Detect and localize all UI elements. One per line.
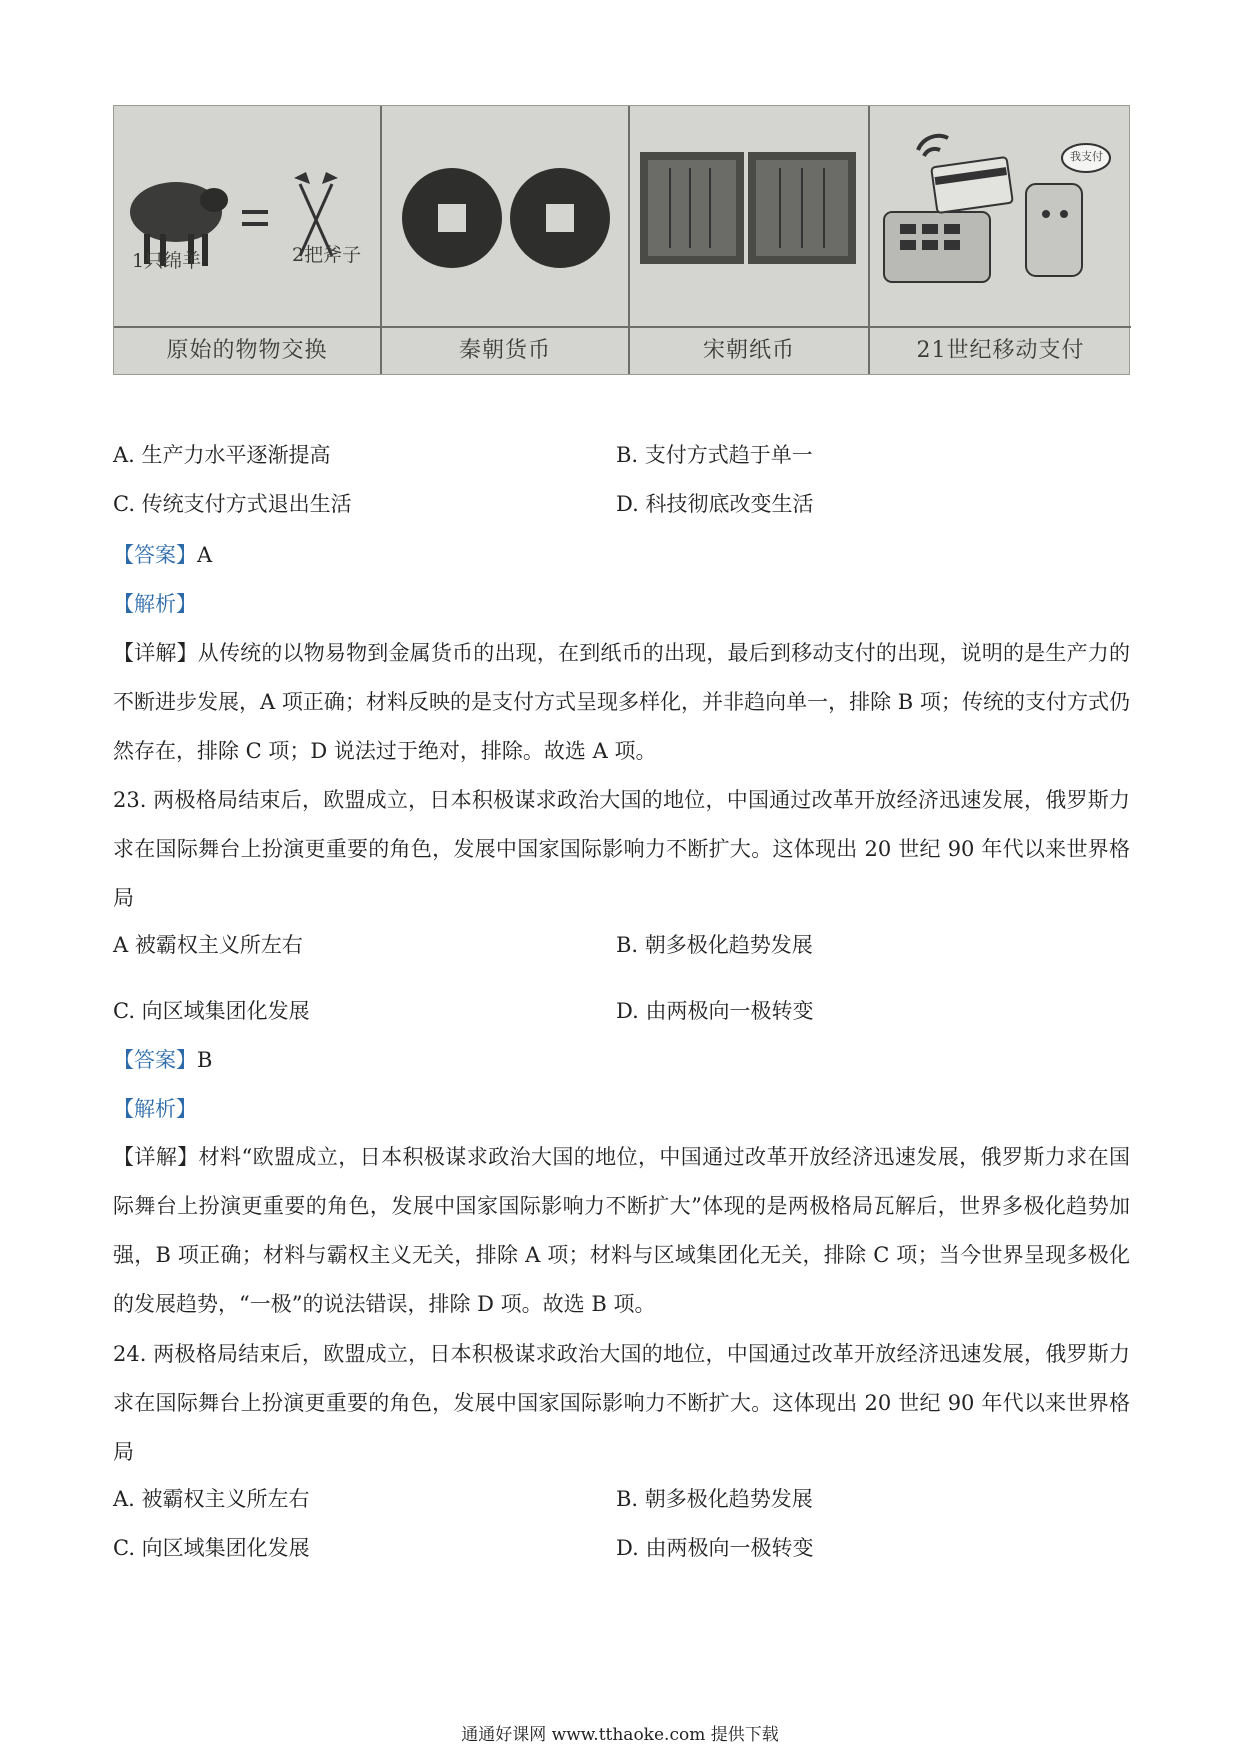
q22-option-b: B. 支付方式趋于单一 [616, 443, 813, 467]
q23-answer-value: B [197, 1048, 213, 1072]
paper-money-icon [630, 106, 870, 328]
mobile-payment-illustration [870, 106, 1131, 328]
q22-detail-paragraph [113, 629, 1130, 776]
q22-option-d: D. 科技彻底改变生活 [616, 492, 814, 516]
paper-money-illustration [630, 106, 868, 328]
q22-answer-line [113, 540, 212, 570]
q23-option-d: D. 由两极向一极转变 [616, 999, 814, 1023]
sheep-label: 1只绵羊 [132, 250, 202, 272]
q24-option-b: B. 朝多极化趋势发展 [616, 1487, 813, 1511]
payment-evolution-figure [113, 105, 1130, 375]
q24-option-a: A. 被霸权主义所左右 [113, 1487, 310, 1511]
q23-detail-text: 材料“欧盟成立，日本积极谋求政治大国的地位，中国通过改革开放经济迅速发展，俄罗斯力求在国际舞台上扮演更重要的角色，发展中国家国际影响力不断扩大”体现的是两极格局瓦解后，世界多极化趋势加强，B 项正确；材料与霸权主义无关，排除 A 项；材料与区域集团化无关，排除 C 项；当今世界呈现多极化的发展趋势，“一极”的说法错误，排除 D 项。故选 B 项。 [113, 1145, 1130, 1316]
q23-analysis-tag: 【解析】 [113, 1097, 197, 1121]
axes-label: 2把斧子 [292, 244, 362, 266]
q23-analysis-line [113, 1094, 197, 1124]
q22-detail-text: 从传统的以物易物到金属货币的出现，在到纸币的出现，最后到移动支付的出现，说明的是生产力的不断进步发展，A 项正确；材料反映的是支付方式呈现多样化，并非趋向单一，排除 B 项；传统的支付方式仍然存在，排除 C 项；D 说法过于绝对，排除。故选 A 项。 [113, 641, 1130, 763]
barter-illustration [114, 106, 380, 328]
q22-option-c: C. 传统支付方式退出生活 [113, 492, 352, 516]
song-paper-money-cell [630, 106, 870, 374]
q22-analysis-tag: 【解析】 [113, 592, 197, 616]
q24-option-d: D. 由两极向一极转变 [616, 1536, 814, 1560]
speech-bubble-text: 我支付 [1070, 150, 1103, 163]
barter-caption: 原始的物物交换 [114, 326, 380, 374]
q22-option-a: A. 生产力水平逐渐提高 [113, 443, 331, 467]
sheep-and-axes-icon [114, 106, 382, 328]
song-paper-money-caption: 宋朝纸币 [630, 326, 868, 374]
q22-detail-tag: 【详解】 [113, 641, 198, 665]
q22-answer-value: A [197, 543, 213, 567]
q23-option-a: A 被霸权主义所左右 [113, 933, 303, 957]
qin-coin-cell [382, 106, 630, 374]
q23-option-b: B. 朝多极化趋势发展 [616, 933, 813, 957]
q23-detail-paragraph [113, 1133, 1130, 1329]
q24-option-c: C. 向区域集团化发展 [113, 1536, 310, 1560]
q23-option-c: C. 向区域集团化发展 [113, 999, 310, 1023]
mobile-payment-caption: 21世纪移动支付 [870, 326, 1131, 374]
q23-stem: 23. 两极格局结束后，欧盟成立，日本积极谋求政治大国的地位，中国通过改革开放经济迅速发展，俄罗斯力求在国际舞台上扮演更重要的角色，发展中国家国际影响力不断扩大。这体现出 20 世纪 90 年代以来世界格局 [113, 788, 1130, 910]
qin-coin-illustration [382, 106, 628, 328]
q22-answer-tag: 【答案】 [113, 543, 197, 567]
barter-cell [114, 106, 382, 374]
q22-analysis-line [113, 589, 197, 619]
page-footer: 通通好课网 www.tthaoke.com 提供下载 [461, 1725, 779, 1745]
coin-icon [382, 106, 630, 328]
q23-answer-tag: 【答案】 [113, 1048, 197, 1072]
q23-answer-line [113, 1045, 212, 1075]
mobile-pay-icon [870, 106, 1131, 328]
mobile-payment-cell [870, 106, 1131, 374]
q23-detail-tag: 【详解】 [113, 1145, 199, 1169]
q24-stem: 24. 两极格局结束后，欧盟成立，日本积极谋求政治大国的地位，中国通过改革开放经济迅速发展，俄罗斯力求在国际舞台上扮演更重要的角色，发展中国家国际影响力不断扩大。这体现出 20 世纪 90 年代以来世界格局 [113, 1342, 1130, 1464]
qin-coin-caption: 秦朝货币 [382, 326, 628, 374]
